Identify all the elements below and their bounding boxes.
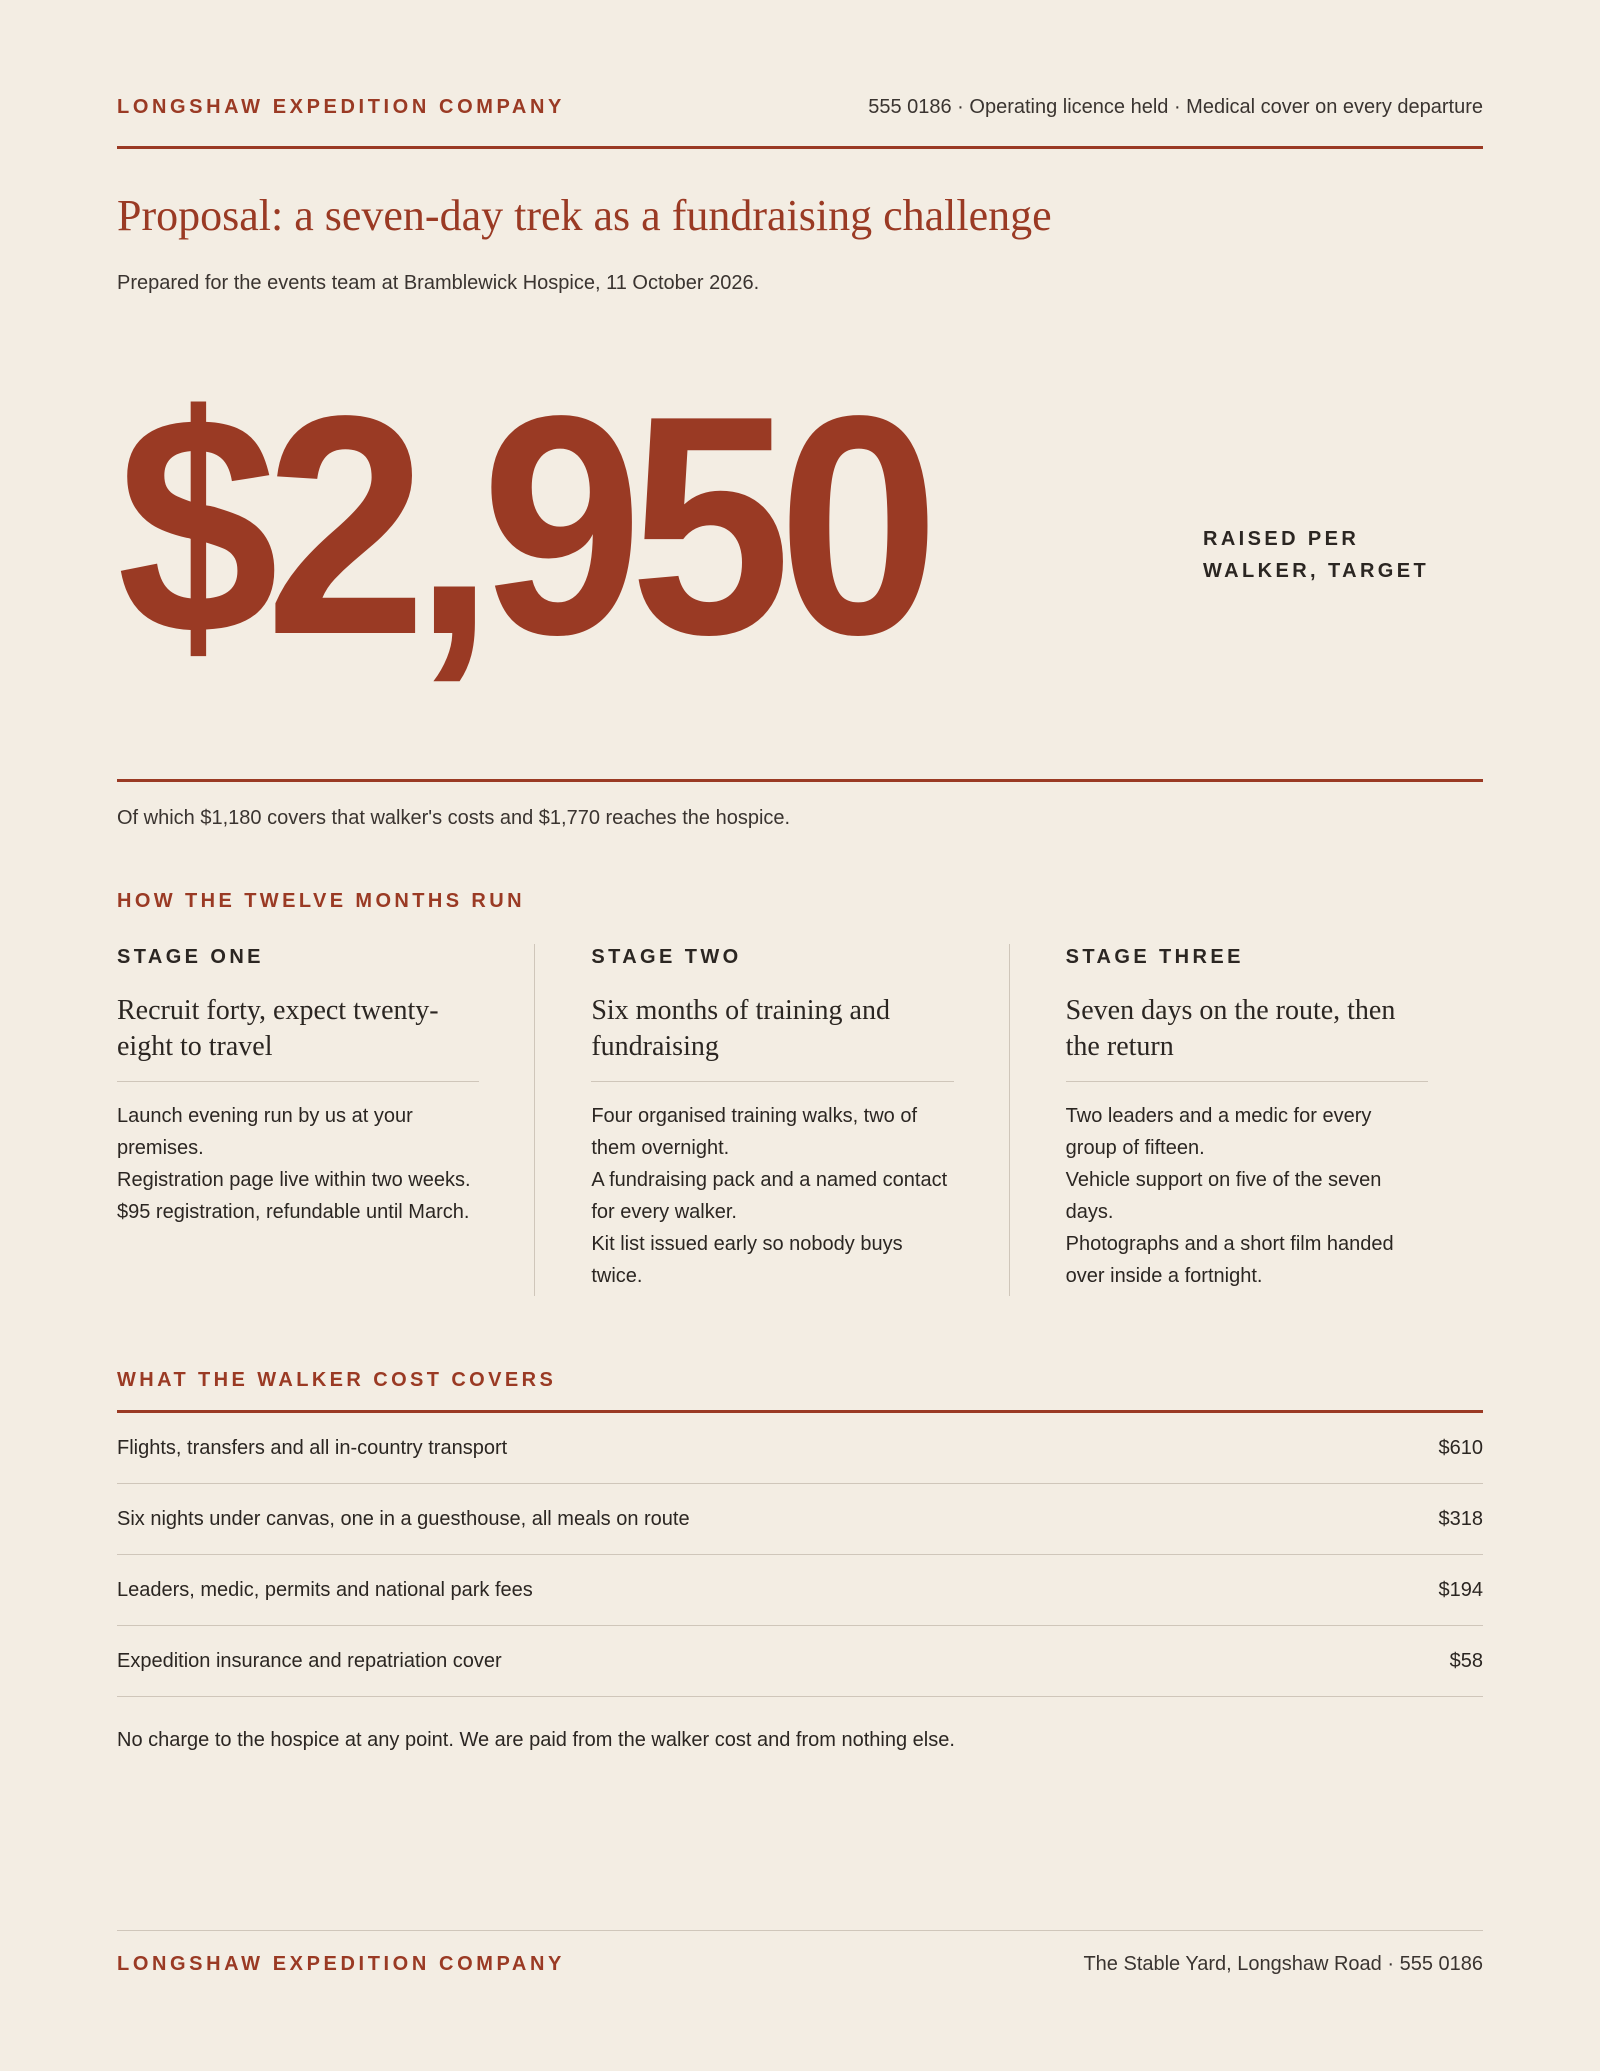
header-contact-info: 555 0186 · Operating licence held · Medical cover on every departure — [868, 96, 1483, 118]
cost-amount: $58 — [1449, 1649, 1483, 1672]
timeline-heading: HOW THE TWELVE MONTHS RUN — [117, 890, 525, 912]
cost-amount: $610 — [1438, 1436, 1483, 1459]
hero-label-line-1: RAISED PER — [1203, 528, 1360, 550]
table-row — [117, 1484, 1483, 1555]
hero-divider — [117, 779, 1483, 782]
cost-item: Leaders, medic, permits and national park fees — [117, 1578, 533, 1601]
stage-column — [1009, 944, 1483, 1296]
hero-label-line-2: WALKER, TARGET — [1203, 560, 1430, 582]
cost-amount: $318 — [1438, 1507, 1483, 1530]
costs-heading: WHAT THE WALKER COST COVERS — [117, 1369, 557, 1391]
stage-kicker: STAGE TWO — [591, 946, 742, 968]
stage-column — [117, 944, 534, 1296]
table-row — [117, 1413, 1483, 1484]
cost-footnote: No charge to the hospice at any point. We are paid from the walker cost and from nothing else. — [117, 1729, 955, 1751]
stage-lines — [1066, 1100, 1428, 1292]
stage-line: Photographs and a short film handed over inside a fortnight. — [1065, 1233, 1394, 1287]
stage-line: Launch evening run by us at your premises. — [117, 1105, 413, 1159]
page-title: Proposal: a seven-day trek as a fundraising challenge — [117, 191, 1052, 240]
cost-amount: $194 — [1438, 1578, 1483, 1601]
stage-line: Two leaders and a medic for every group of fifteen. — [1065, 1105, 1372, 1159]
stage-line: $95 registration, refundable until March. — [117, 1201, 470, 1223]
stage-heading: Recruit forty, expect twenty-eight to travel — [117, 993, 479, 1082]
stage-line: Kit list issued early so nobody buys twice. — [591, 1233, 903, 1287]
cost-table — [117, 1410, 1483, 1697]
stage-column — [534, 944, 1008, 1296]
hero-breakdown-note: Of which $1,180 covers that walker's costs and $1,770 reaches the hospice. — [117, 807, 791, 829]
stage-heading: Seven days on the route, then the return — [1066, 993, 1428, 1082]
cost-item: Flights, transfers and all in-country transport — [117, 1436, 508, 1459]
footer-company-name: LONGSHAW EXPEDITION COMPANY — [117, 1953, 565, 1975]
hero-amount: $2,950 — [117, 352, 927, 700]
stage-heading: Six months of training and fundraising — [591, 993, 953, 1082]
footer-divider — [117, 1930, 1483, 1931]
stage-lines — [591, 1100, 953, 1292]
footer — [117, 1953, 1483, 1976]
stage-kicker: STAGE THREE — [1065, 946, 1244, 968]
header-divider — [117, 146, 1483, 149]
hero-amount-label — [1203, 523, 1443, 587]
proposal-page — [117, 0, 1483, 2071]
footer-address: The Stable Yard, Longshaw Road · 555 0186 — [1083, 1953, 1483, 1975]
header-company-name: LONGSHAW EXPEDITION COMPANY — [117, 96, 565, 118]
prepared-for-line: Prepared for the events team at Bramblewick Hospice, 11 October 2026. — [117, 272, 760, 294]
stage-kicker: STAGE ONE — [117, 946, 264, 968]
stage-line: A fundraising pack and a named contact for every walker. — [591, 1169, 948, 1223]
cost-item: Six nights under canvas, one in a guesthouse, all meals on route — [117, 1507, 690, 1530]
stages-row — [117, 944, 1483, 1296]
stage-lines — [117, 1100, 479, 1228]
header — [117, 96, 1483, 119]
table-row — [117, 1555, 1483, 1626]
stage-line: Vehicle support on five of the seven days. — [1065, 1169, 1382, 1223]
cost-item: Expedition insurance and repatriation cover — [117, 1649, 502, 1672]
stage-line: Four organised training walks, two of them overnight. — [591, 1105, 918, 1159]
stage-line: Registration page live within two weeks. — [117, 1169, 471, 1191]
table-row — [117, 1626, 1483, 1697]
